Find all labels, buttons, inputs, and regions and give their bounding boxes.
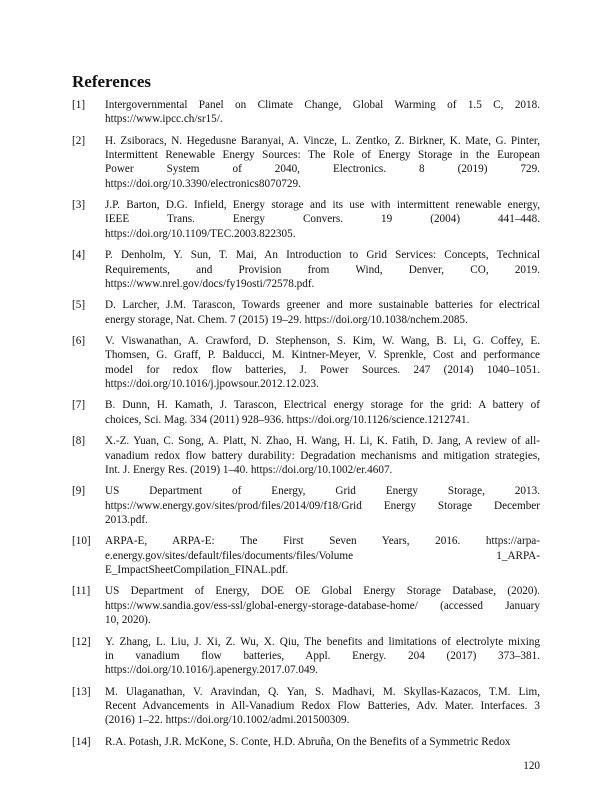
reference-line: https://doi.org/10.1109/TEC.2003.822305. [105,227,296,240]
reference-item [72,484,540,527]
reference-line: Thomsen, G. Graff, P. Balducci, M. Kintner-Meyer, V. Sprenkle, Cost and performance [105,349,540,362]
reference-line: in vanadium flow batteries, Appl. Energy. 204 (2017) 373–381. [105,649,540,662]
reference-number: [11] [72,585,91,598]
reference-line: M. Ulaganathan, V. Aravindan, Q. Yan, S. Madhavi, M. Skyllas-Kazacos, T.M. Lim, [105,685,540,698]
reference-item [72,334,540,391]
reference-line: https://www.sandia.gov/ess-ssl/global-energy-storage-database-home/ (accessed January [105,599,540,612]
reference-list [72,98,540,756]
reference-number: [7] [72,399,86,412]
reference-line: https://www.ipcc.ch/sr15/. [105,113,223,126]
reference-line: US Department of Energy, DOE OE Global Energy Storage Database, (2020). [105,585,540,598]
reference-number: [6] [72,335,86,348]
reference-line: Power System of 2040, Electronics. 8 (2019) 729. [105,163,540,176]
reference-text [105,248,540,291]
reference-line: V. Viswanathan, A. Crawford, D. Stephenson, S. Kim, W. Wang, B. Li, G. Coffey, E. [105,335,540,348]
reference-text [105,334,540,391]
reference-number: [12] [72,635,91,648]
reference-line: https://doi.org/10.1016/j.jpowsour.2012.12.023. [105,377,319,390]
reference-line: energy storage, Nat. Chem. 7 (2015) 19–29. https://doi.org/10.1038/nchem.2085. [105,313,468,326]
reference-item [72,534,540,577]
reference-text [105,735,540,749]
reference-text [105,198,540,241]
reference-item [72,398,540,427]
reference-line: Recent Advancements in All-Vanadium Redox Flow Batteries, Adv. Mater. Interfaces. 3 [105,699,540,712]
reference-line: vanadium redox flow battery durability: Degradation mechanisms and mitigation strategies, [105,449,540,462]
reference-line: B. Dunn, H. Kamath, J. Tarascon, Electrical energy storage for the grid: A battery of [105,399,540,412]
reference-line: IEEE Trans. Energy Convers. 19 (2004) 441–448. [105,213,540,226]
reference-number: [2] [72,134,86,147]
references-heading: References [72,72,151,91]
reference-line: Int. J. Energy Res. (2019) 1–40. https://doi.org/10.1002/er.4607. [105,463,393,476]
reference-number: [13] [72,685,91,698]
reference-text [105,98,540,127]
reference-line: E_ImpactSheetCompilation_FINAL.pdf. [105,564,289,576]
reference-line: model for redox flow batteries, J. Power Sources. 247 (2014) 1040–1051. [105,363,540,376]
reference-line: choices, Sci. Mag. 334 (2011) 928–936. https://doi.org/10.1126/science.1212741. [105,413,470,426]
reference-line: H. Zsiboracs, N. Hegedusne Baranyai, A. Vincze, L. Zentko, Z. Birkner, K. Mate, G. Pinter, [105,134,540,147]
reference-text [105,298,540,327]
reference-line: US Department of Energy, Grid Energy Storage, 2013. [105,485,540,498]
page-number: 120 [523,760,540,772]
reference-line: https://doi.org/10.3390/electronics8070729. [105,177,301,190]
reference-line: e.energy.gov/sites/default/files/documents/files/Volume 1_ARPA- [105,549,540,562]
reference-line: J.P. Barton, D.G. Infield, Energy storage and its use with intermittent renewable energy, [105,199,540,212]
reference-text [105,534,540,577]
reference-item [72,735,540,749]
reference-number: [14] [72,735,91,748]
reference-text [105,685,540,728]
reference-number: [3] [72,199,86,212]
reference-line: Y. Zhang, L. Liu, J. Xi, Z. Wu, X. Qiu, The benefits and limitations of electrolyte mixing [105,635,540,648]
reference-line: Intermittent Renewable Energy Sources: The Role of Energy Storage in the European [105,149,540,162]
reference-number: [5] [72,299,86,312]
reference-line: ARPA-E, ARPA-E: The First Seven Years, 2016. https://arpa- [105,535,540,548]
reference-line: 10, 2020). [105,614,151,627]
reference-line: (2016) 1–22. https://doi.org/10.1002/admi.201500309. [105,714,350,727]
reference-line: Intergovernmental Panel on Climate Change, Global Warming of 1.5 C, 2018. [105,99,540,111]
reference-line: 2013.pdf. [105,513,148,526]
reference-line: https://www.energy.gov/sites/prod/files/2014/09/f18/Grid Energy Storage December [105,499,540,512]
reference-line: X.-Z. Yuan, C. Song, A. Platt, N. Zhao, H. Wang, H. Li, K. Fatih, D. Jang, A review of all- [105,435,540,448]
reference-item [72,434,540,477]
reference-line: https://doi.org/10.1016/j.apenergy.2017.07.049. [105,664,318,677]
reference-item [72,98,540,127]
reference-line: R.A. Potash, J.R. McKone, S. Conte, H.D. Abruña, On the Benefits of a Symmetric Redox [105,735,511,748]
reference-item [72,584,540,627]
reference-item [72,134,540,191]
reference-text [105,134,540,191]
reference-line: Requirements, and Provision from Wind, Denver, CO, 2019. [105,263,540,276]
reference-line: https://www.nrel.gov/docs/fy19osti/72578.pdf. [105,277,315,290]
reference-number: [10] [72,535,91,548]
reference-text [105,398,540,427]
reference-number: [4] [72,249,86,262]
reference-number: [9] [72,485,86,498]
reference-item [72,298,540,327]
reference-number: [8] [72,435,86,448]
reference-text [105,434,540,477]
reference-item [72,635,540,678]
reference-number: [1] [72,99,86,111]
reference-line: D. Larcher, J.M. Tarascon, Towards greener and more sustainable batteries for electrical [105,299,540,312]
reference-item [72,198,540,241]
reference-line: P. Denholm, Y. Sun, T. Mai, An Introduction to Grid Services: Concepts, Technical [105,249,540,262]
reference-text [105,635,540,678]
reference-text [105,484,540,527]
reference-text [105,584,540,627]
reference-item [72,685,540,728]
reference-item [72,248,540,291]
